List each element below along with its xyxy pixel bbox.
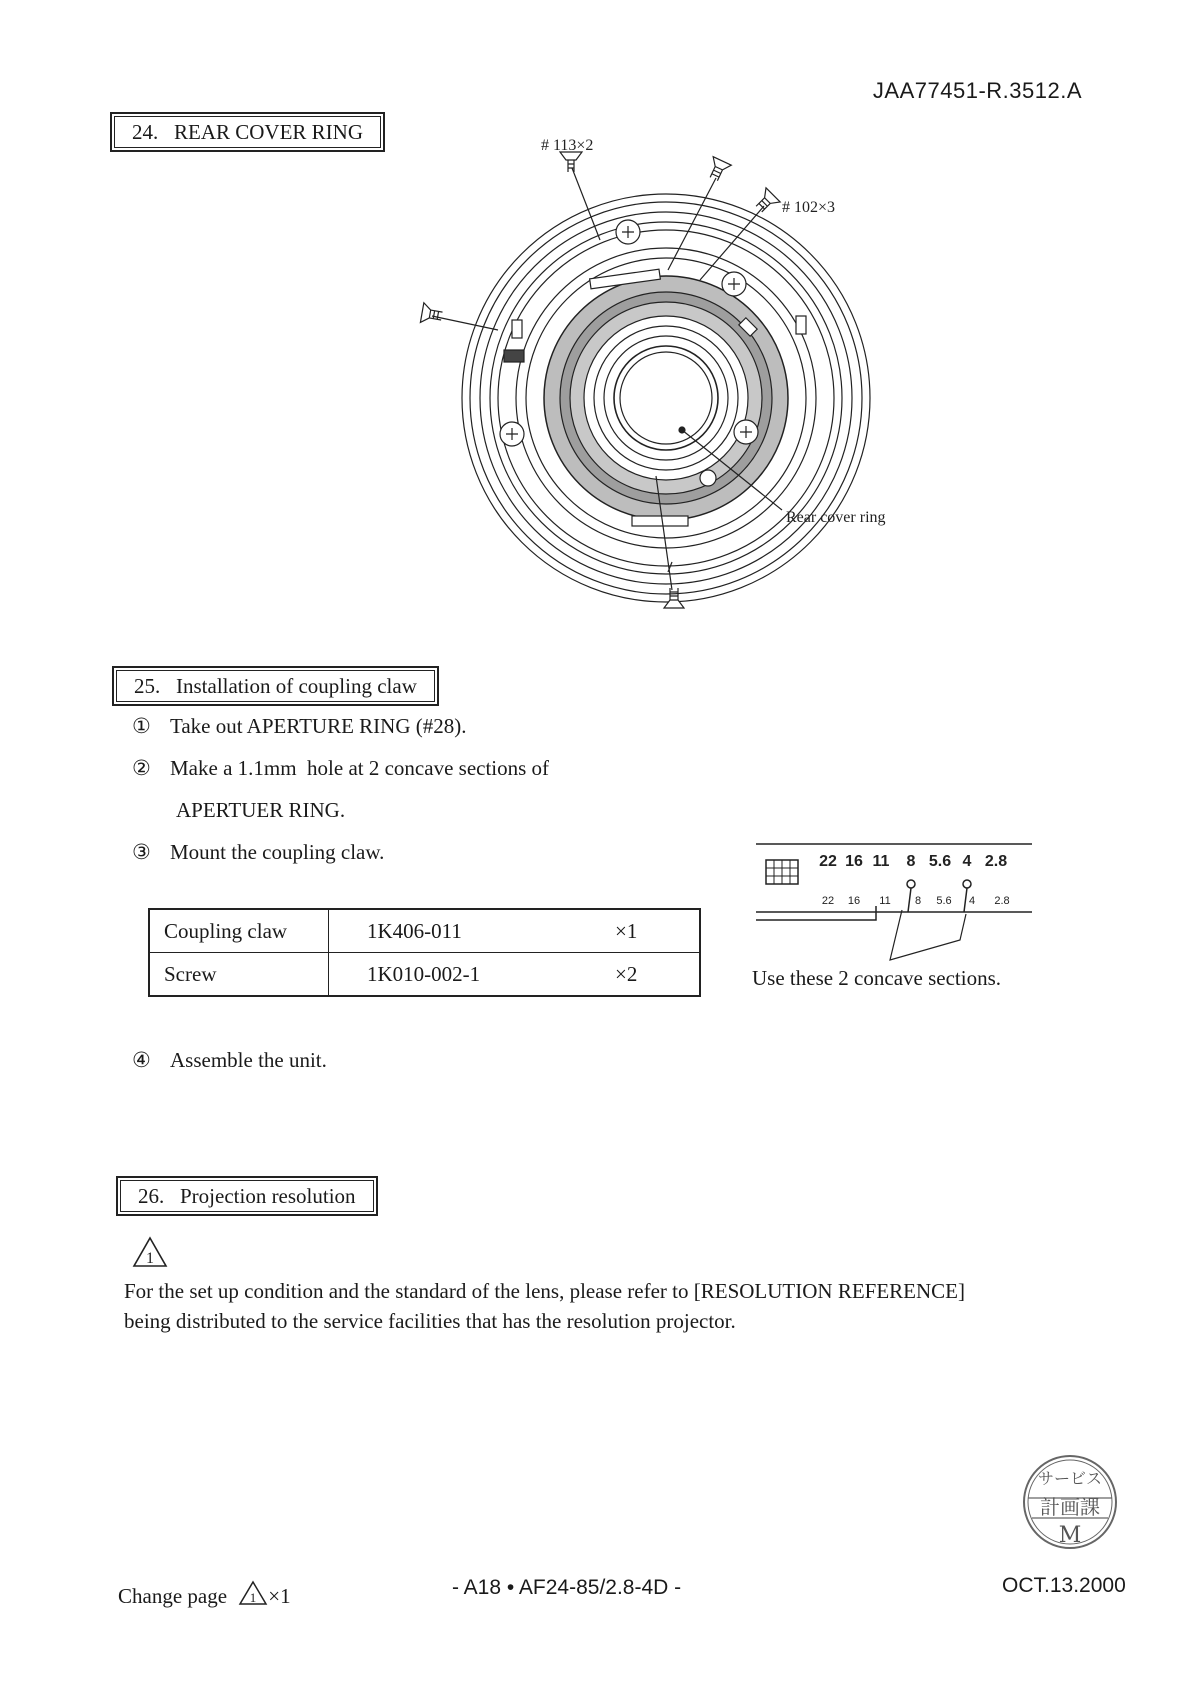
stamp-line-1: サービス <box>1037 1469 1103 1488</box>
department-stamp <box>1020 1452 1120 1552</box>
label-screw-113: # 113×2 <box>541 137 594 154</box>
change-triangle-icon <box>238 1580 268 1606</box>
section-25-title: 25. Installation of coupling claw <box>112 666 439 706</box>
scale-top-11: 11 <box>872 853 890 870</box>
lens-opening <box>584 316 748 480</box>
table-row <box>149 909 700 953</box>
mount-screw-right <box>722 272 746 296</box>
footer-change-page <box>118 1580 291 1609</box>
stamp-line-2: 計画課 <box>1040 1495 1100 1519</box>
step-2-continued: APERTUER RING. <box>176 798 346 822</box>
step-1-text: Take out APERTURE RING (#28). <box>170 714 467 738</box>
section-24-title: 24. REAR COVER RING <box>110 112 385 152</box>
mount-screw-left <box>500 422 524 446</box>
part-qty: ×1 <box>601 909 700 953</box>
step-4-number: ④ <box>132 1048 151 1072</box>
section-26-text-line-2: being distributed to the service facilities that has the resolution projector. <box>124 1309 736 1333</box>
step-4 <box>132 1048 327 1073</box>
section-26-title: 26. Projection resolution <box>116 1176 378 1216</box>
scale-bottom-22: 22 <box>821 895 835 907</box>
screw-icon-102-a <box>705 157 732 184</box>
change-page-label: Change page <box>118 1584 228 1608</box>
scale-bottom-2-8: 2.8 <box>994 895 1010 907</box>
part-code: 1K406-011 <box>329 909 602 953</box>
screw-icon-bottom <box>664 588 684 608</box>
step-4-text: Assemble the unit. <box>170 1048 327 1072</box>
scale-bottom-11: 11 <box>879 895 891 907</box>
table-row <box>149 953 700 997</box>
part-qty: ×2 <box>601 953 700 997</box>
scale-top-8: 8 <box>906 853 916 870</box>
footer-date: OCT.13.2000 <box>1002 1574 1126 1597</box>
part-name: Screw <box>149 953 329 997</box>
step-2-number: ② <box>132 756 151 780</box>
scale-top-4: 4 <box>962 853 972 870</box>
part-code: 1K010-002-1 <box>329 953 602 997</box>
screw-icon-side <box>420 303 443 326</box>
footer-page-reference: - A18 • AF24-85/2.8-4D - <box>452 1576 682 1599</box>
step-2-text: Make a 1.1mm hole at 2 concave sections of <box>170 756 550 780</box>
scale-top-5-6: 5.6 <box>928 853 952 870</box>
step-1 <box>132 714 467 739</box>
step-3-number: ③ <box>132 840 151 864</box>
screw-icon-102-b <box>752 188 780 216</box>
step-3-text: Mount the coupling claw. <box>170 840 385 864</box>
scale-bottom-16: 16 <box>847 895 861 907</box>
mount-screw-lower-right <box>734 420 758 444</box>
revision-number: 1 <box>146 1250 154 1267</box>
part-name: Coupling claw <box>149 909 329 953</box>
scale-bottom-5-6: 5.6 <box>936 895 952 907</box>
change-count: ×1 <box>268 1584 291 1608</box>
label-screw-102: # 102×3 <box>782 199 836 216</box>
change-mark-number: 1 <box>250 1590 257 1605</box>
step-2 <box>132 756 549 781</box>
step-3 <box>132 840 384 865</box>
scale-top-22: 22 <box>819 853 837 870</box>
revision-triangle-icon <box>132 1236 168 1268</box>
aperture-scale-diagram <box>756 842 1036 972</box>
stamp-line-3: M <box>1058 1523 1082 1548</box>
rear-cover-ring-diagram <box>400 130 960 650</box>
scale-top-16: 16 <box>845 853 863 870</box>
label-rear-cover-ring: Rear cover ring <box>786 509 886 526</box>
section-26-text-line-1: For the set up condition and the standard of the lens, please refer to [RESOLUTION REFERENCE] <box>124 1279 965 1303</box>
screw-icon-113 <box>560 152 582 172</box>
document-id: JAA77451-R.3512.A <box>872 78 1082 103</box>
step-1-number: ① <box>132 714 151 738</box>
scale-caption: Use these 2 concave sections. <box>752 966 1001 990</box>
scale-top-2-8: 2.8 <box>984 853 1008 870</box>
scale-bottom-4: 4 <box>968 895 976 907</box>
parts-table <box>148 908 701 997</box>
scale-bottom-8: 8 <box>914 895 922 907</box>
mount-screw-top <box>616 220 640 244</box>
